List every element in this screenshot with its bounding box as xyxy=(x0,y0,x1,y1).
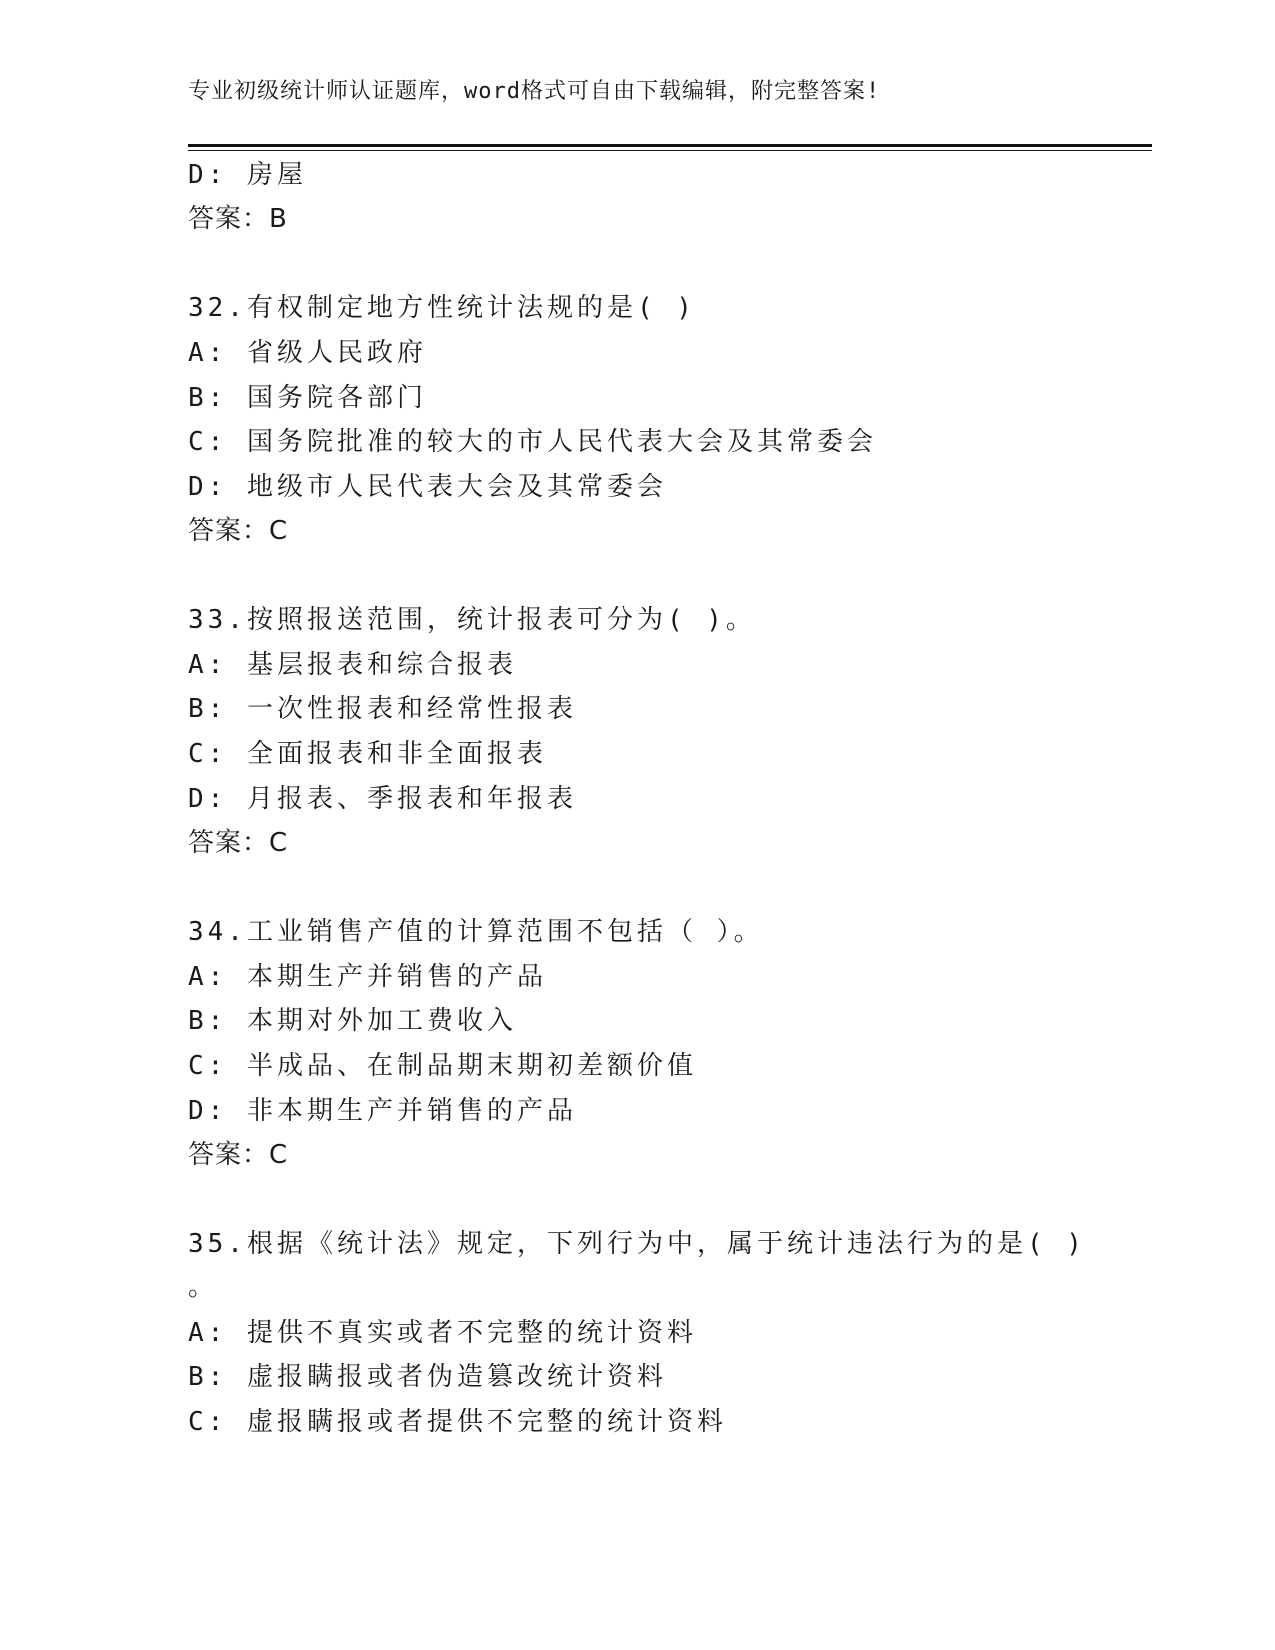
header-rule-thick xyxy=(188,144,1152,147)
option-a: A: 省级人民政府 xyxy=(188,338,427,368)
option-b: B: 虚报瞒报或者伪造篡改统计资料 xyxy=(188,1362,667,1392)
answer: 答案：C xyxy=(188,516,289,546)
answer: 答案：C xyxy=(188,1140,289,1170)
question-stem: 34.工业销售产值的计算范围不包括（ ）。 xyxy=(188,917,764,947)
question-stem: 35.根据《统计法》规定，下列行为中，属于统计违法行为的是( ) xyxy=(188,1229,1086,1259)
page-header: 专业初级统计师认证题库，word格式可自由下载编辑，附完整答案! xyxy=(188,79,881,104)
option-d: D: 房屋 xyxy=(188,160,307,190)
option-c: C: 国务院批准的较大的市人民代表大会及其常委会 xyxy=(188,427,877,457)
question-stem: 32.有权制定地方性统计法规的是( ) xyxy=(188,293,696,323)
option-d: D: 月报表、季报表和年报表 xyxy=(188,784,577,814)
option-c: C: 虚报瞒报或者提供不完整的统计资料 xyxy=(188,1407,727,1437)
option-a: A: 基层报表和综合报表 xyxy=(188,650,517,680)
question-stem: 33.按照报送范围，统计报表可分为( )。 xyxy=(188,605,756,635)
answer: 答案：B xyxy=(188,204,288,234)
option-b: B: 一次性报表和经常性报表 xyxy=(188,694,577,724)
option-d: D: 非本期生产并销售的产品 xyxy=(188,1096,577,1126)
answer: 答案：C xyxy=(188,828,289,858)
option-d: D: 地级市人民代表大会及其常委会 xyxy=(188,472,667,502)
question-stem-continuation: 。 xyxy=(188,1272,219,1302)
option-c: C: 半成品、在制品期末期初差额价值 xyxy=(188,1051,697,1081)
option-a: A: 提供不真实或者不完整的统计资料 xyxy=(188,1318,697,1348)
option-c: C: 全面报表和非全面报表 xyxy=(188,739,547,769)
option-b: B: 国务院各部门 xyxy=(188,383,427,413)
header-rule-thin xyxy=(188,150,1152,151)
option-b: B: 本期对外加工费收入 xyxy=(188,1006,517,1036)
option-a: A: 本期生产并销售的产品 xyxy=(188,962,547,992)
